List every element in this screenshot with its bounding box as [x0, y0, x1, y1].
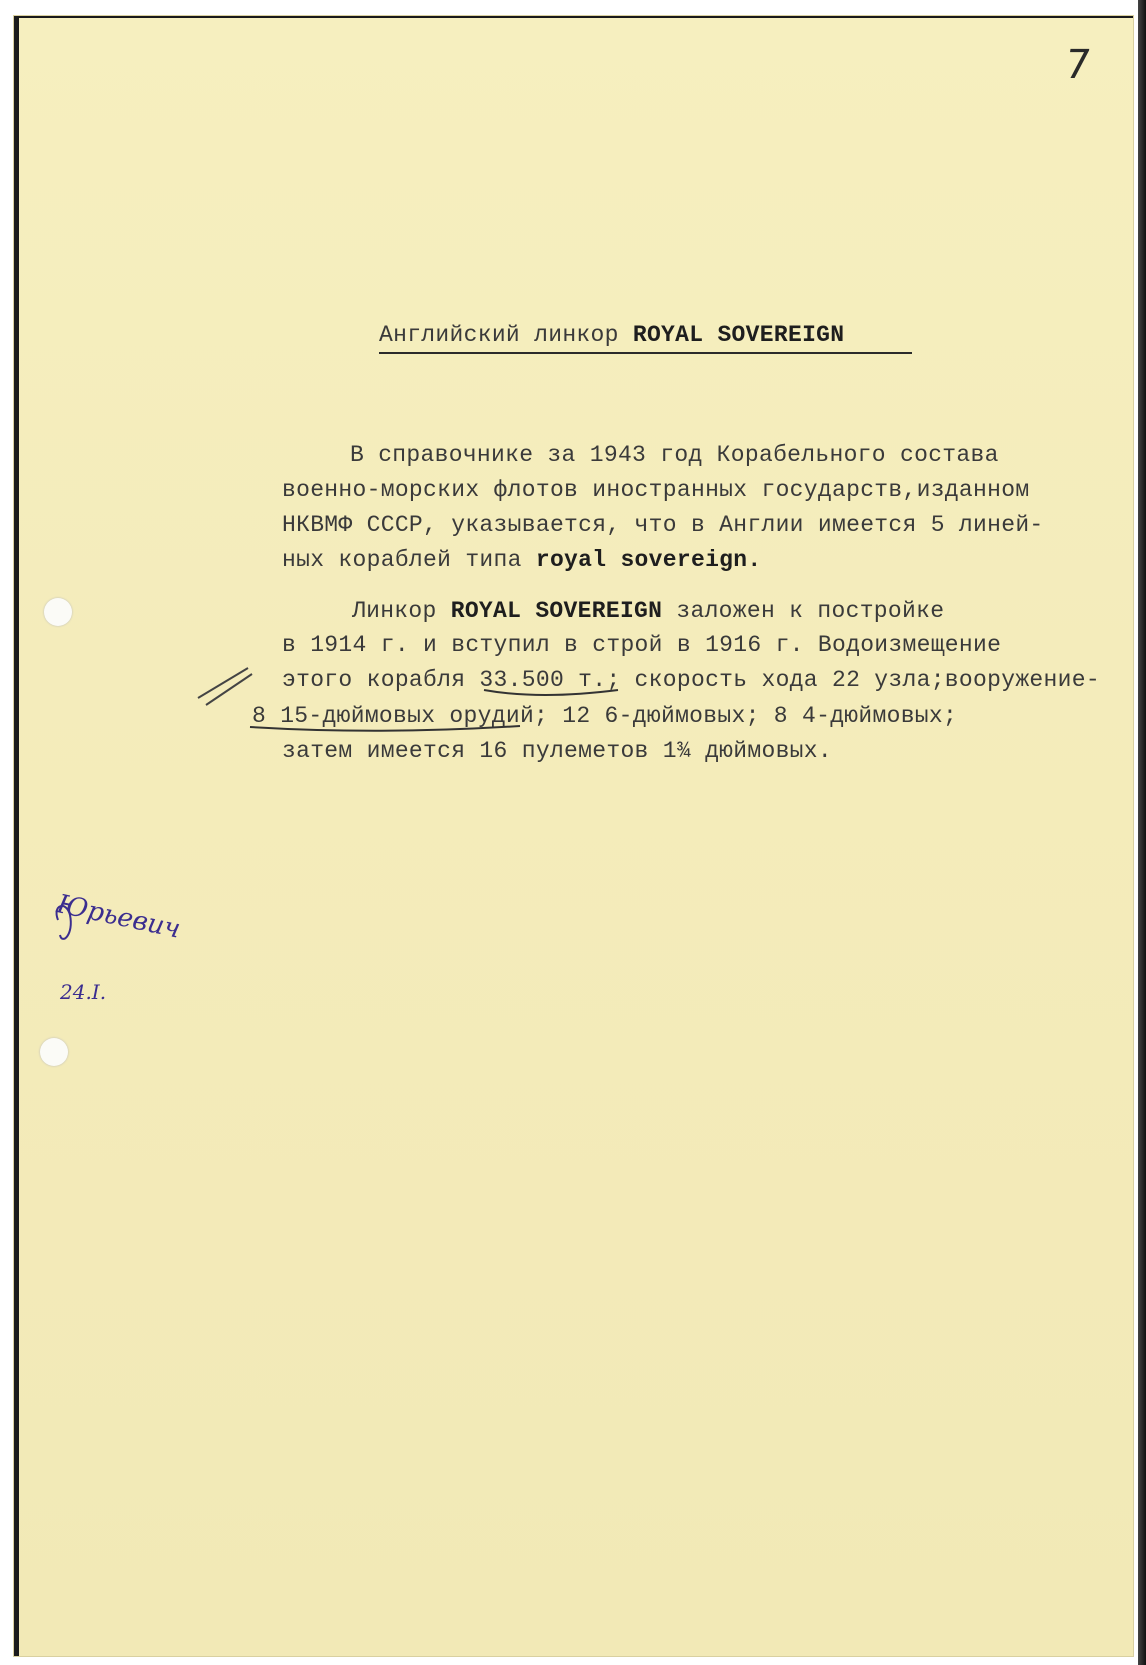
handwritten-date: 24.I. [60, 980, 107, 1004]
underline-stroke [484, 690, 618, 695]
ship-name-inline: royal sovereign. [535, 547, 762, 573]
underline-stroke [250, 726, 520, 731]
title-prefix: Английский линкор [379, 322, 633, 348]
text-line: затем имеется 16 пулеметов 1¾ дюймовых. [282, 738, 832, 764]
title-ship-name: ROYAL SOVEREIGN [632, 322, 845, 348]
scan-edge [1138, 0, 1146, 1665]
text-segment: заложен к постройке [662, 598, 945, 624]
text-line: этого корабля 33.500 т.; скорость хода 22 узла;вооружение- [282, 667, 1100, 693]
text-line: военно-морских флотов иностранных государств,изданном [282, 477, 1030, 503]
text-line: В справочнике за 1943 год Корабельного состава [350, 442, 999, 468]
handwritten-signature: Юрьевич [54, 889, 184, 945]
ship-name-inline: ROYAL SOVEREIGN [450, 598, 663, 624]
page-number: 7 [1061, 42, 1094, 88]
text-segment: Линкор [352, 598, 451, 624]
text-segment: ных кораблей типа [282, 547, 536, 573]
text-line: НКВМФ СССР, указывается, что в Англии имеется 5 линей- [282, 512, 1044, 538]
text-line: 8 15-дюймовых орудий; 12 6-дюймовых; 8 4-дюймовых; [252, 703, 958, 729]
text-line: в 1914 г. и вступил в строй в 1916 г. Водоизмещение [282, 632, 1002, 658]
